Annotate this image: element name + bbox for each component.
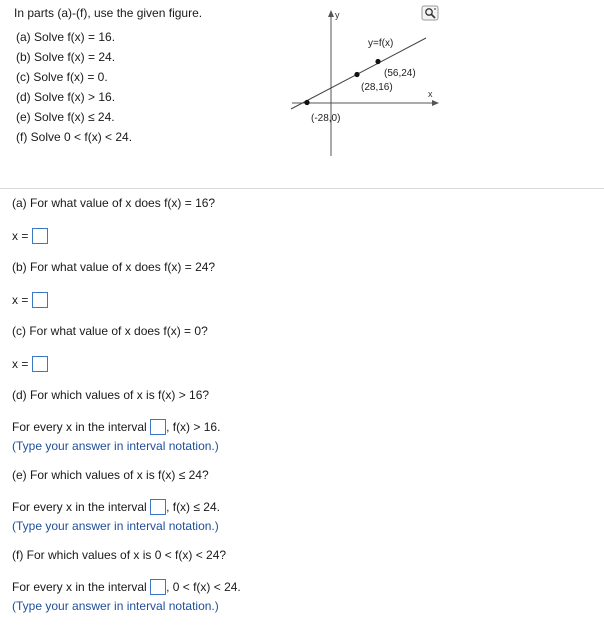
answer-f-hint: (Type your answer in interval notation.)	[12, 599, 219, 613]
answer-f-prefix: For every x in the interval	[12, 580, 147, 594]
part-f-label: (f) Solve 0 < f(x) < 24.	[16, 130, 133, 144]
question-a-answer-row	[12, 228, 48, 244]
question-c-answer-row	[12, 356, 48, 372]
answer-d-input[interactable]	[150, 419, 166, 435]
point-56-24-label: (56,24)	[384, 68, 416, 79]
question-e-prompt: (e) For which values of x is f(x) ≤ 24?	[12, 468, 209, 482]
answer-e-input[interactable]	[150, 499, 166, 515]
answer-d-suffix: , f(x) > 16.	[166, 420, 221, 434]
magnifier-icon[interactable]	[422, 6, 438, 20]
section-divider	[0, 188, 604, 189]
point-x-intercept-label: (-28,0)	[311, 113, 341, 124]
answer-a-input[interactable]	[32, 228, 48, 244]
point-x-intercept	[304, 100, 309, 105]
instructions-text: In parts (a)-(f), use the given figure.	[14, 6, 203, 20]
answer-b-input[interactable]	[32, 292, 48, 308]
x-axis-arrow	[432, 100, 439, 106]
point-28-16-label: (28,16)	[361, 82, 393, 93]
question-f-prompt: (f) For which values of x is 0 < f(x) < 24?	[12, 548, 227, 562]
answer-e-hint: (Type your answer in interval notation.)	[12, 519, 219, 533]
y-axis-label: y	[335, 10, 340, 20]
answer-c-label: x =	[12, 357, 29, 371]
answer-d-hint: (Type your answer in interval notation.)	[12, 439, 219, 453]
answer-c-input[interactable]	[32, 356, 48, 372]
answer-b-label: x =	[12, 293, 29, 307]
point-56-24	[375, 59, 380, 64]
question-f-answer-row	[12, 579, 241, 595]
point-28-16	[354, 72, 359, 77]
y-axis-arrow	[328, 10, 334, 17]
part-a-label: (a) Solve f(x) = 16.	[16, 30, 116, 44]
answer-e-prefix: For every x in the interval	[12, 500, 147, 514]
part-d-label: (d) Solve f(x) > 16.	[16, 90, 116, 104]
answer-f-suffix: , 0 < f(x) < 24.	[166, 580, 241, 594]
part-e-label: (e) Solve f(x) ≤ 24.	[16, 110, 115, 124]
answer-f-input[interactable]	[150, 579, 166, 595]
question-d-prompt: (d) For which values of x is f(x) > 16?	[12, 388, 210, 402]
question-b-answer-row	[12, 292, 48, 308]
question-c-prompt: (c) For what value of x does f(x) = 0?	[12, 324, 208, 338]
curve-label: y=f(x)	[368, 38, 394, 49]
question-a-prompt: (a) For what value of x does f(x) = 16?	[12, 196, 216, 210]
part-c-label: (c) Solve f(x) = 0.	[16, 70, 108, 84]
question-e-answer-row	[12, 499, 220, 515]
question-b-prompt: (b) For what value of x does f(x) = 24?	[12, 260, 216, 274]
answer-d-prefix: For every x in the interval	[12, 420, 147, 434]
answer-a-label: x =	[12, 229, 29, 243]
part-b-label: (b) Solve f(x) = 24.	[16, 50, 116, 64]
answer-e-suffix: , f(x) ≤ 24.	[166, 500, 220, 514]
function-figure	[0, 0, 604, 188]
question-d-answer-row	[12, 419, 220, 435]
x-axis-label: x	[428, 89, 433, 99]
